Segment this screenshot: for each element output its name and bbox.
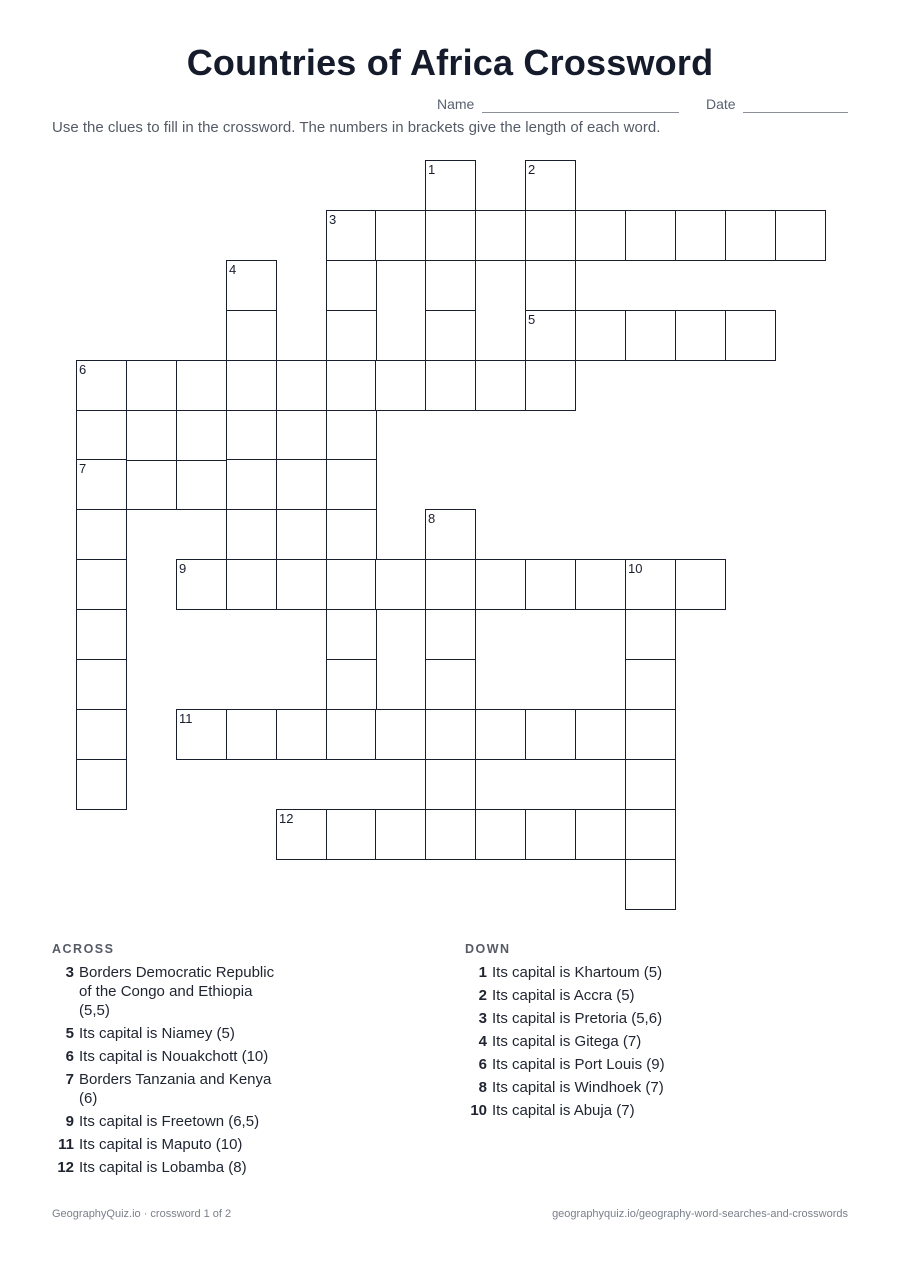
clue-down: 1 Its capital is Khartoum (5) [478, 964, 663, 981]
grid-cell[interactable] [625, 859, 676, 910]
down-heading: DOWN [465, 942, 511, 956]
grid-cell[interactable] [625, 609, 676, 660]
grid-cell[interactable] [425, 659, 476, 710]
grid-cell[interactable] [126, 459, 177, 510]
grid-cell[interactable] [226, 360, 277, 411]
clue-number: 2 [528, 162, 536, 177]
grid-cell[interactable] [176, 410, 227, 461]
grid-cell[interactable] [76, 659, 127, 710]
grid-cell[interactable] [625, 709, 676, 760]
clue-number: 12 [279, 811, 294, 826]
name-field[interactable] [482, 112, 679, 113]
grid-cell[interactable] [76, 410, 127, 461]
grid-cell[interactable] [375, 210, 426, 261]
grid-cell[interactable] [276, 360, 327, 411]
grid-cell[interactable] [425, 360, 476, 411]
grid-cell[interactable] [326, 709, 377, 760]
grid-cell[interactable] [425, 609, 476, 660]
grid-cell[interactable] [76, 459, 127, 510]
grid-cell[interactable] [326, 210, 377, 261]
grid-cell[interactable] [675, 310, 726, 361]
clue-across: 7 Borders Tanzania and Kenya (6) [65, 1071, 272, 1107]
clue-number: 8 [428, 511, 436, 526]
grid-cell[interactable] [226, 459, 277, 510]
grid-cell[interactable] [76, 759, 127, 810]
grid-cell[interactable] [575, 310, 626, 361]
grid-cell[interactable] [625, 210, 676, 261]
down-clues [465, 963, 697, 1124]
instructions: Use the clues to fill in the crossword. The numbers in brackets give the length of each word. [52, 119, 661, 136]
grid-cell[interactable] [326, 559, 377, 610]
grid-cell[interactable] [575, 559, 626, 610]
grid-cell[interactable] [425, 809, 476, 860]
grid-cell[interactable] [326, 509, 377, 560]
clue-down: 8 Its capital is Windhoek (7) [478, 1079, 664, 1096]
grid-cell[interactable] [76, 609, 127, 660]
clue-number: 3 [329, 212, 337, 227]
grid-cell[interactable] [425, 260, 476, 311]
grid-cell[interactable] [326, 609, 377, 660]
grid-cell[interactable] [625, 659, 676, 710]
grid-cell[interactable] [176, 459, 227, 510]
grid-cell[interactable] [475, 360, 526, 411]
grid-cell[interactable] [226, 559, 277, 610]
grid-cell[interactable] [425, 759, 476, 810]
grid-cell[interactable] [425, 310, 476, 361]
grid-cell[interactable] [475, 559, 526, 610]
grid-cell[interactable] [326, 360, 377, 411]
grid-cell[interactable] [625, 759, 676, 810]
grid-cell[interactable] [326, 410, 377, 461]
grid-cell[interactable] [276, 559, 327, 610]
clue-down: 3 Its capital is Pretoria (5,6) [478, 1010, 663, 1027]
grid-cell[interactable] [525, 559, 576, 610]
clue-across: 6 Its capital is Nouakchott (10) [65, 1048, 269, 1065]
clue-number: 10 [628, 561, 643, 576]
name-label: Name [437, 96, 475, 112]
clue-across: 9 Its capital is Freetown (6,5) [65, 1113, 260, 1130]
grid-cell[interactable] [725, 210, 776, 261]
grid-cell[interactable] [475, 809, 526, 860]
grid-cell[interactable] [575, 210, 626, 261]
grid-cell[interactable] [775, 210, 826, 261]
grid-cell[interactable] [525, 360, 576, 411]
grid-cell[interactable] [226, 410, 277, 461]
grid-cell[interactable] [226, 310, 277, 361]
grid-cell[interactable] [425, 509, 476, 560]
grid-cell[interactable] [326, 659, 377, 710]
clue-number: 7 [79, 461, 87, 476]
grid-cell[interactable] [575, 709, 626, 760]
grid-cell[interactable] [425, 210, 476, 261]
grid-cell[interactable] [76, 360, 127, 411]
grid-cell[interactable] [625, 809, 676, 860]
grid-cell[interactable] [176, 360, 227, 411]
grid-cell[interactable] [375, 559, 426, 610]
grid-cell[interactable] [276, 459, 327, 510]
grid-cell[interactable] [126, 360, 177, 411]
grid-cell[interactable] [525, 210, 576, 261]
grid-cell[interactable] [76, 509, 127, 560]
clue-number: 6 [79, 362, 87, 377]
clue-down: 4 Its capital is Gitega (7) [478, 1033, 642, 1050]
grid-cell[interactable] [525, 310, 576, 361]
grid-cell[interactable] [525, 709, 576, 760]
grid-cell[interactable] [276, 509, 327, 560]
grid-cell[interactable] [176, 559, 227, 610]
grid-cell[interactable] [126, 410, 177, 461]
date-label: Date [706, 96, 736, 112]
grid-cell[interactable] [425, 160, 476, 211]
clue-number: 1 [428, 162, 436, 177]
grid-cell[interactable] [326, 310, 377, 361]
grid-cell[interactable] [326, 809, 377, 860]
clue-down: 10 Its capital is Abuja (7) [470, 1102, 635, 1119]
clue-number: 11 [179, 711, 193, 726]
grid-cell[interactable] [226, 509, 277, 560]
grid-cell[interactable] [76, 559, 127, 610]
grid-cell[interactable] [725, 310, 776, 361]
grid-cell[interactable] [226, 260, 277, 311]
grid-cell[interactable] [425, 709, 476, 760]
across-clues [52, 963, 284, 1181]
clue-number: 5 [528, 312, 536, 327]
grid-cell[interactable] [675, 210, 726, 261]
date-field[interactable] [743, 112, 848, 113]
grid-cell[interactable] [525, 260, 576, 311]
grid-cell[interactable] [76, 709, 127, 760]
grid-cell[interactable] [276, 809, 327, 860]
grid-cell[interactable] [276, 709, 327, 760]
grid-cell[interactable] [375, 360, 426, 411]
across-heading: ACROSS [52, 942, 115, 956]
grid-cell[interactable] [675, 559, 726, 610]
clue-across: 3 Borders Democratic Republic of the Congo and Ethiopia (5,5) [65, 964, 275, 1019]
clue-across: 5 Its capital is Niamey (5) [65, 1025, 235, 1042]
grid-cell[interactable] [475, 709, 526, 760]
grid-cell[interactable] [326, 260, 377, 311]
grid-cell[interactable] [475, 210, 526, 261]
clue-number: 9 [179, 561, 187, 576]
footer-right: geographyquiz.io/geography-word-searches-and-crosswords [552, 1208, 848, 1220]
grid-cell[interactable] [375, 709, 426, 760]
grid-cell[interactable] [326, 459, 377, 510]
grid-cell[interactable] [575, 809, 626, 860]
grid-cell[interactable] [625, 559, 676, 610]
grid-cell[interactable] [375, 809, 426, 860]
page-title: Countries of Africa Crossword [186, 42, 714, 83]
clue-down: 6 Its capital is Port Louis (9) [478, 1056, 665, 1073]
clue-number: 4 [229, 262, 237, 277]
clue-across: 12 Its capital is Lobamba (8) [57, 1159, 247, 1176]
grid-cell[interactable] [226, 709, 277, 760]
grid-cell[interactable] [625, 310, 676, 361]
grid-cell[interactable] [525, 160, 576, 211]
grid-cell[interactable] [425, 559, 476, 610]
clue-down: 2 Its capital is Accra (5) [478, 987, 635, 1004]
grid-cell[interactable] [525, 809, 576, 860]
grid-cell[interactable] [176, 709, 227, 760]
clue-across: 11 Its capital is Maputo (10) [58, 1136, 243, 1153]
footer-left: GeographyQuiz.io · crossword 1 of 2 [52, 1208, 232, 1220]
